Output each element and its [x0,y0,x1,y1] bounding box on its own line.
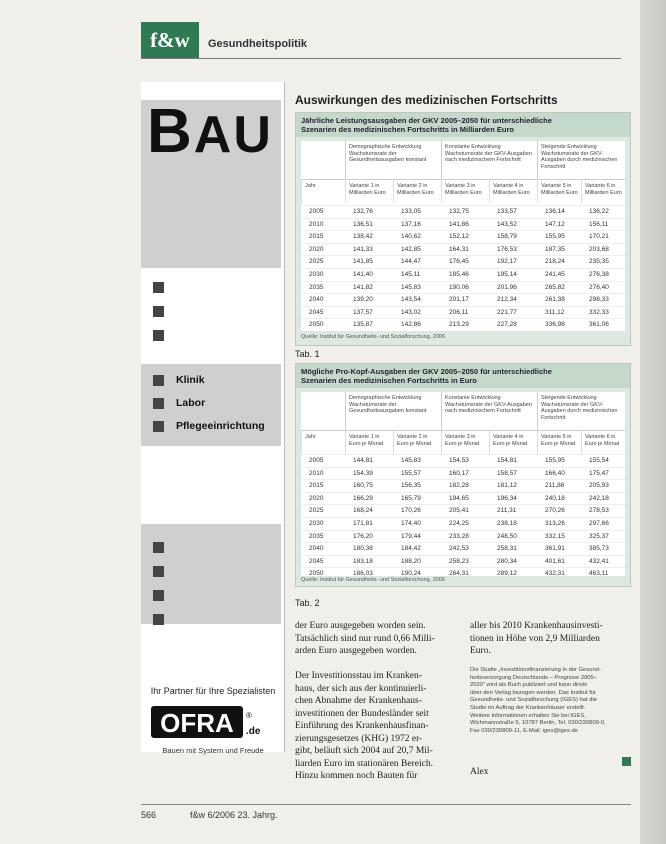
text-line: Fax 030/230809-11, E-Mail: iges@iges.de [470,727,578,734]
table-cell: 136,51 [353,220,373,228]
table-cell: 144,47 [401,258,421,266]
table-cell: 258,23 [449,557,469,565]
square-bullet-icon [153,282,164,293]
table-cell: 264,31 [449,570,469,578]
table-cell: 325,37 [589,532,609,540]
scenario-header: Demographische Entwicklung Wachstumsrate der Gesundheitsausgaben konstant [345,141,441,179]
table-cell: 221,77 [497,308,517,316]
table-cell: 139,20 [353,296,373,304]
column-header: Variante 2 in Milliarden Euro [393,179,441,203]
table-row [301,281,625,295]
body-column-2-end: Alex [470,767,489,777]
footer-rule [141,804,631,805]
text-line [295,658,455,671]
table-cell: 141,33 [353,245,373,253]
table-cell: 158,79 [497,233,517,241]
table-1 [295,112,631,346]
table-cell: 2020 [309,245,324,253]
table-cell: 168,24 [353,507,373,515]
table-cell: 136,22 [589,208,609,215]
table-cell: 258,31 [497,545,517,553]
scenario-header: Demographische Entwicklung Wachstumsrate der Gesundheitsausgaben konstant [345,392,441,430]
table-cell: 241,45 [545,271,565,278]
table-cell: 145,83 [401,283,421,291]
table-cell: 361,06 [589,321,609,329]
table-2 [295,363,631,587]
table-cell: 385,73 [589,545,609,553]
table-cell: 265,82 [545,283,565,291]
table-cell: 463,11 [589,570,609,578]
table-cell: 174,40 [401,520,421,527]
table-cell: 218,24 [545,258,565,266]
table-cell: 203,68 [589,245,609,253]
ofra-brand-text: OFRA [160,708,234,738]
table-cell: 242,53 [449,545,469,553]
table-cell: 187,35 [545,245,565,253]
article-heading: Auswirkungen des medizinischen Fortschritts [295,93,558,107]
table-cell: 2010 [309,220,324,228]
table-cell: 175,47 [589,469,609,477]
square-bullet-icon [153,375,164,386]
table-cell: 2015 [309,233,324,241]
table-cell: 186,03 [353,570,373,578]
body-column-1 [295,620,455,783]
column-header: Variante 4 in Milliarden Euro [489,179,537,203]
table-cell: 132,76 [353,208,373,215]
ad-list [141,370,265,439]
table-row [301,454,625,468]
ofra-logo [149,702,269,742]
table-cell: 141,40 [353,271,373,278]
table-row [301,255,625,269]
table-row [301,542,625,556]
table-cell: 313,26 [545,520,565,527]
table-cell: 205,93 [589,482,609,490]
journal-issue: f&w 6/2006 23. Jahrg. [190,810,278,820]
table-row [301,293,625,307]
table-cell: 278,53 [589,507,609,515]
square-bullet-icon [153,566,164,577]
table-row [301,467,625,481]
text-line: der Euro ausgegeben worden sein. [295,621,426,631]
scenario-header: Konstante Entwicklung Wachstumsrate der GKV-Ausgaben nach medizinischem Fortschritt [441,392,537,430]
table-cell: 156,11 [589,220,609,228]
table-cell: 188,20 [401,557,421,565]
table-cell: 155,54 [589,457,609,464]
table-cell: 192,17 [497,258,517,266]
table-cell: 2010 [309,469,324,477]
text-line: Tatsächlich sind nur rund 0,66 Milli- [295,633,435,644]
table-cell: 140,62 [401,233,421,241]
section-title: Gesundheitspolitik [208,38,308,50]
table-cell: 298,33 [589,296,609,304]
table-cell: 201,96 [497,283,517,291]
text-line: heitsversorgung Deutschlands – Prognose 2005– [470,674,597,681]
text-line: Hinzu kommen noch Bauten für [295,771,418,781]
table-title-line: Mögliche Pro-Kopf-Ausgaben der GKV 2005–2050 für unterschiedliche [301,367,552,376]
table-1-title [296,113,630,137]
header-rule [141,58,621,59]
table-cell: 211,86 [545,482,565,490]
column-header: Variante 5 in Milliarden Euro [537,179,581,203]
text-line: Weitere Informationen erhalten Sie bei IGES, [470,712,586,719]
table-cell: 166,29 [353,494,373,502]
table-cell: 213,29 [449,321,469,329]
journal-logo: f&w [141,22,199,58]
table-cell: 311,12 [545,308,565,316]
table-cell: 2020 [309,494,324,502]
table-cell: 182,28 [449,482,469,490]
page-spine [640,0,666,844]
column-header: Jahr [301,430,345,454]
table-cell: 297,66 [589,520,609,527]
table-cell: 195,14 [497,271,517,278]
table-1-label: Tab. 1 [295,349,320,359]
table-cell: 144,81 [353,457,373,464]
table-cell: 332,33 [589,308,609,316]
text-line: investitionen der Bundesländer seit [295,708,429,719]
table-cell: 171,81 [353,520,373,527]
table-row [301,218,625,232]
text-line: liarden Euro im stationären Bereich. [295,758,433,769]
table-cell: 242,18 [589,494,609,502]
ad-item-label: Klinik [176,374,205,386]
table-cell: 179,44 [401,532,421,540]
column-header: Variante 5 in Euro je Monat [537,430,581,454]
table-cell: 2035 [309,283,324,291]
table-cell: 261,38 [545,296,565,304]
table-cell: 181,12 [497,482,517,490]
table-cell: 143,02 [401,308,421,316]
table-cell: 401,61 [545,557,565,565]
column-header: Variante 2 in Euro je Monat [393,430,441,454]
text-line: Studie im Auftrag der Krankenhäuser erstellt. [470,704,586,711]
table-row [301,318,625,332]
table-row [301,530,625,544]
square-bullet-icon [153,421,164,432]
square-bullet-icon [153,590,164,601]
table-cell: 166,40 [545,469,565,477]
table-cell: 135,87 [353,321,373,329]
table-cell: 194,65 [449,494,469,502]
ad-list-item [141,416,265,436]
table-cell: 143,52 [497,220,517,228]
text-line: arden Euro ausgegeben worden. [295,646,417,656]
table-cell: 185,46 [449,271,469,278]
column-header: Variante 3 in Milliarden Euro [441,179,489,203]
table-cell: 2005 [309,208,324,215]
table-1-body [301,141,625,331]
table-row [301,504,625,518]
text-line: gibt, beläuft sich 2004 auf 20,7 Mil- [295,746,433,756]
ofra-domain-suffix: .de [246,726,261,737]
column-header: Variante 1 in Euro je Monat [345,430,393,454]
ad-list-item [141,393,265,413]
table-cell: 155,95 [545,457,565,464]
table-cell: 211,31 [497,507,517,515]
text-line: haus, der sich aus der kontinuierli- [295,683,427,694]
table-title-line: Szenarien des medizinischen Fortschritts in Milliarden Euro [301,125,514,134]
table-cell: 2005 [309,457,324,464]
table-cell: 336,98 [545,321,565,329]
table-cell: 143,54 [401,296,421,304]
table-cell: 165,79 [401,494,421,502]
table-row [301,479,625,493]
column-header: Variante 6 in Euro je Monat [581,430,625,454]
table-row [301,306,625,320]
table-2-title [296,364,630,388]
table-cell: 238,18 [497,520,517,527]
text-line: tionen in Höhe von 2,9 Milliarden [470,633,600,644]
table-cell: 2035 [309,532,324,540]
table-cell: 160,75 [353,482,373,490]
table-cell: 142,86 [401,321,421,329]
table-cell: 137,16 [401,220,421,228]
text-line: Euro. [470,646,491,656]
table-cell: 141,85 [353,258,373,266]
table-row [301,555,625,569]
table-cell: 248,50 [497,532,517,540]
table-cell: 233,28 [449,532,469,540]
text-line: zierungsgesetzes (KHG) 1972 er- [295,733,423,744]
column-header: Variante 6 in Milliarden Euro [581,179,625,203]
square-bullet-icon [153,330,164,341]
table-cell: 155,57 [401,469,421,477]
scenario-header: Steigende Entwicklung Wachstumsrate der GKV-Ausgaben durch medizinischen Fortschritt [537,392,625,430]
table-cell: 170,21 [589,233,609,241]
table-cell: 276,40 [589,283,609,291]
scenario-header: Steigende Entwicklung Wachstumsrate der GKV-Ausgaben durch medizinischen Fortschritt [537,141,625,179]
ad-headline-initial: B [147,97,194,166]
table-cell: 332,15 [545,532,565,540]
table-cell: 147,12 [545,220,565,228]
square-bullet-icon [153,614,164,625]
table-row [301,268,625,282]
body-column-2 [470,620,628,658]
table-cell: 206,11 [449,308,469,316]
table-row [301,517,625,531]
end-mark-icon [622,757,631,766]
ad-caption: Ihr Partner für Ihre Spezialisten [150,686,276,696]
table-cell: 280,34 [497,557,517,565]
table-cell: 145,83 [401,457,421,464]
table-cell: 2025 [309,507,324,515]
table-cell: 170,26 [401,507,421,515]
table-cell: 196,34 [497,494,517,502]
table-cell: 142,85 [401,245,421,253]
table-cell: 176,45 [449,258,469,266]
table-cell: 152,12 [449,233,469,241]
table-cell: 224,25 [449,520,469,527]
column-header: Variante 4 in Euro je Monat [489,430,537,454]
text-line: Die Studie „Investitionsfinanzierung in der Gesund- [470,667,601,673]
text-line: aller bis 2010 Krankenhausinvesti- [470,621,603,631]
ad-headline [147,96,273,167]
table-cell: 205,41 [449,507,469,515]
square-bullet-icon [153,306,164,317]
table-cell: 2050 [309,570,324,578]
table-cell: 160,17 [449,469,469,477]
table-cell: 158,57 [497,469,517,477]
table-cell: 212,34 [497,296,517,304]
table-cell: 184,42 [401,545,421,553]
column-header: Variante 3 in Euro je Monat [441,430,489,454]
table-cell: 201,17 [449,296,469,304]
table-cell: 156,35 [401,482,421,490]
table-cell: 235,35 [589,258,609,266]
square-bullet-icon [153,398,164,409]
table-cell: 145,11 [401,271,421,278]
ad-tagline: Bauen mit System und Freude [162,746,264,755]
scenario-header: Konstante Entwicklung Wachstumsrate der GKV-Ausgaben nach medizinischem Fortschritt [441,141,537,179]
table-2-label: Tab. 2 [295,598,320,608]
table-cell: 276,38 [589,271,609,278]
text-line: 2020“ wird als Buch publiziert und kann direkt [470,682,587,689]
table-cell: 164,31 [449,245,469,253]
table-cell: 154,81 [497,457,517,464]
table-cell: 2030 [309,271,324,278]
table-row [301,205,625,219]
ad-item-label: Labor [176,397,206,409]
table-cell: 141,82 [353,283,373,291]
table-cell: 141,86 [449,220,469,228]
square-bullet-icon [153,542,164,553]
table-cell: 2040 [309,545,324,553]
table-cell: 2050 [309,321,324,329]
table-cell: 176,53 [497,245,517,253]
ofra-registered-mark: ® [246,711,252,720]
table-cell: 2025 [309,258,324,266]
column-header: Jahr [301,179,345,203]
table-row [301,492,625,506]
table-cell: 155,95 [545,233,565,241]
table-cell: 154,39 [353,469,373,477]
table-cell: 2015 [309,482,324,490]
table-1-source: Quelle: Institut für Gesundheits- und Sozialforschung, 2006 [301,334,446,340]
table-cell: 154,53 [449,457,469,464]
ad-list-item [141,370,265,390]
table-cell: 2045 [309,308,324,316]
text-line: über den Verlag bezogen werden. Das Institut für [470,689,597,696]
column-header: Variante 1 in Milliarden Euro [345,179,393,203]
table-cell: 183,18 [353,557,373,565]
table-cell: 227,28 [497,321,517,329]
footnote-box [470,667,628,735]
table-cell: 176,20 [353,532,373,540]
table-cell: 190,24 [401,570,421,578]
table-cell: 432,41 [589,557,609,565]
table-cell: 133,57 [497,208,517,215]
table-cell: 138,42 [353,233,373,241]
table-cell: 432,31 [545,570,565,578]
table-row [301,243,625,257]
table-cell: 136,14 [545,208,565,215]
table-cell: 270,26 [545,507,565,515]
ad-item-label: Pflegeeinrichtung [176,420,265,432]
table-cell: 2040 [309,296,324,304]
table-cell: 137,57 [353,308,373,316]
table-title-line: Szenarien des medizinischen Fortschritts in Euro [301,376,477,385]
table-row [301,230,625,244]
table-cell: 240,18 [545,494,565,502]
table-cell: 2045 [309,557,324,565]
table-2-body [301,392,625,576]
table-cell: 132,75 [449,208,469,215]
text-line: Gesundheits- und Sozialforschung (IGES) hat die [470,697,597,704]
text-line: Einführung des Krankenhausfinan- [295,721,429,731]
table-cell: 180,38 [353,545,373,553]
text-line: chen Abnahme der Krankenhaus- [295,696,422,706]
page-number: 566 [141,810,157,820]
ad-headline-rest: AU [193,106,273,164]
text-line: Der Investitionsstau im Kranken- [295,671,422,681]
table-cell: 190,06 [449,283,469,291]
table-cell: 133,05 [401,208,421,215]
advertisement [141,82,285,755]
table-title-line: Jährliche Leistungsausgaben der GKV 2005–2050 für unterschiedliche [301,116,552,125]
table-cell: 361,91 [545,545,565,553]
table-cell: 2030 [309,520,324,527]
table-2-source: Quelle: Institut für Gesundheits- und Sozialforschung, 2006 [301,577,446,583]
table-cell: 289,12 [497,570,517,578]
text-line: Wichmannstraße 5, 10787 Berlin, Tel. 030/230809-0, [470,720,606,727]
